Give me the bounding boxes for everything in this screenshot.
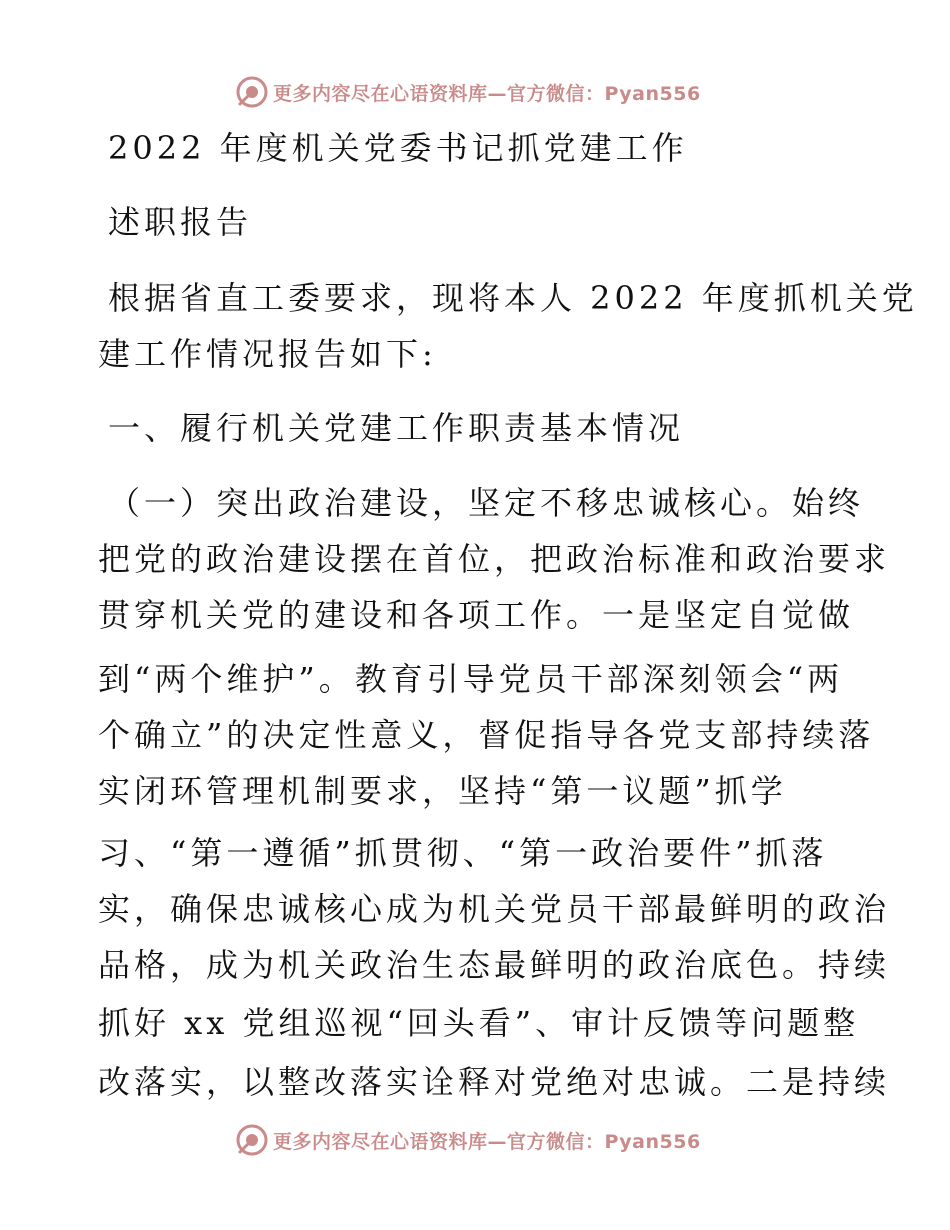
paragraph-line: 贯穿机关党的建设和各项工作。一是坚定自觉做 [98, 596, 855, 634]
watermark-text: 更多内容尽在心语资料库—官方微信：Pyan556 [273, 1130, 701, 1153]
paragraph-line: 抓好 xx 党组巡视“回头看”、审计反馈等问题整 [98, 1004, 860, 1042]
paragraph-line: 到“两个维护”。教育引导党员干部深刻领会“两 [98, 660, 844, 698]
logo-icon [235, 75, 269, 109]
watermark-header [235, 72, 701, 112]
paragraph-line: 品格，成为机关政治生态最鲜明的政治底色。持续 [98, 946, 891, 984]
document-title-line1: 2022 年度机关党委书记抓党建工作 [108, 129, 688, 167]
paragraph-line: 实，确保忠诚核心成为机关党员干部最鲜明的政治 [98, 890, 891, 928]
intro-line: 建工作情况报告如下: [98, 335, 437, 373]
paragraph-line: 改落实，以整改落实诠释对党绝对忠诚。二是持续 [98, 1063, 891, 1101]
paragraph-line: 把党的政治建设摆在首位，把政治标准和政治要求 [98, 540, 891, 578]
intro-line: 根据省直工委要求，现将本人 2022 年度抓机关党 [108, 279, 918, 317]
watermark-footer [235, 1120, 701, 1160]
paragraph-line: 习、“第一遵循”抓贯彻、“第一政治要件”抓落 [98, 834, 828, 872]
logo-icon [235, 1123, 269, 1157]
paragraph-line: 个确立”的决定性意义，督促指导各党支部持续落 [98, 716, 875, 754]
paragraph-line: 实闭环管理机制要求，坚持“第一议题”抓学 [98, 772, 787, 810]
watermark-text: 更多内容尽在心语资料库—官方微信：Pyan556 [273, 82, 701, 105]
paragraph-line: （一）突出政治建设，坚定不移忠诚核心。始终 [108, 484, 865, 522]
section-heading: 一、履行机关党建工作职责基本情况 [108, 409, 685, 447]
document-title-line2: 述职报告 [108, 203, 253, 241]
